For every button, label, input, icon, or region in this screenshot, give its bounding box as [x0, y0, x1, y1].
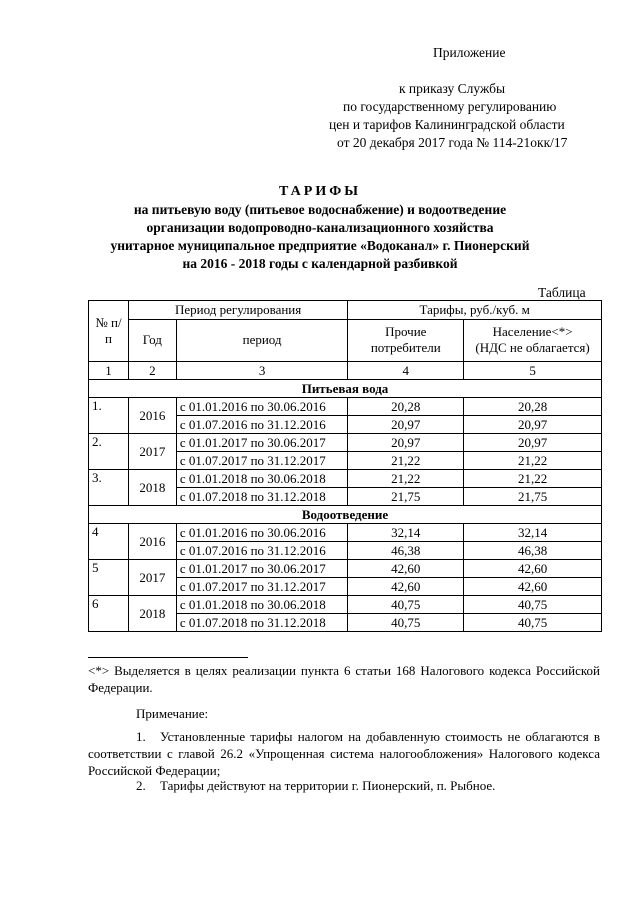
table-label: Таблица: [538, 285, 586, 300]
index-row: [89, 362, 602, 380]
row-num: 6: [89, 596, 129, 632]
header-other: Прочие потребители: [348, 319, 464, 361]
note-2-text: Тарифы действуют на территории г. Пионерский, п. Рыбное.: [160, 778, 496, 793]
row-num: 1.: [89, 398, 129, 434]
title-line-3: унитарное муниципальное предприятие «Водоканал» г. Пионерский: [110, 238, 530, 253]
row-population: 21,22: [464, 470, 602, 488]
row-num: 3.: [89, 470, 129, 506]
footnote: <*> Выделяется в целях реализации пункта 6 статьи 168 Налогового кодекса Российской Федерации.: [88, 663, 600, 695]
appendix-region: цен и тарифов Калининградской области: [329, 117, 565, 132]
index-cell: 2: [128, 362, 176, 380]
note-2: [136, 778, 495, 794]
row-year: 2017: [128, 560, 176, 596]
row-year: 2018: [128, 596, 176, 632]
section-drain: Водоотведение: [89, 506, 602, 524]
row-num: 4: [89, 524, 129, 560]
row-period: с 01.01.2018 по 30.06.2018: [176, 470, 348, 488]
appendix-service: по государственному регулированию: [343, 99, 557, 114]
table-row: [89, 398, 602, 416]
row-year: 2018: [128, 470, 176, 506]
header-num: № п/п: [89, 301, 129, 362]
title-line-2: организации водопроводно-канализационного хозяйства: [146, 220, 494, 235]
row-year: 2016: [128, 524, 176, 560]
row-other: 21,75: [348, 488, 464, 506]
footnote-divider: [88, 657, 248, 658]
row-other: 40,75: [348, 596, 464, 614]
row-period: с 01.01.2017 по 30.06.2017: [176, 434, 348, 452]
row-other: 20,97: [348, 416, 464, 434]
index-cell: 3: [176, 362, 348, 380]
section-water: Питьевая вода: [89, 380, 602, 398]
row-year: 2017: [128, 434, 176, 470]
title-line-4: на 2016 - 2018 годы с календарной разбивкой: [182, 256, 458, 271]
header-tariff-group: Тарифы, руб./куб. м: [348, 301, 602, 320]
row-population: 21,75: [464, 488, 602, 506]
row-period: с 01.07.2018 по 31.12.2018: [176, 488, 348, 506]
index-cell: 4: [348, 362, 464, 380]
appendix-title: Приложение: [433, 45, 506, 60]
row-population: 20,97: [464, 434, 602, 452]
row-other: 21,22: [348, 470, 464, 488]
document-title: [0, 183, 640, 273]
table-row: [89, 434, 602, 452]
index-cell: 5: [464, 362, 602, 380]
row-other: 32,14: [348, 524, 464, 542]
table-row: [89, 560, 602, 578]
row-population: 40,75: [464, 614, 602, 632]
header-population-line-1: Население<*>: [492, 324, 573, 340]
row-other: 42,60: [348, 578, 464, 596]
header-population-line-2: (НДС не облагается): [475, 340, 590, 356]
row-year: 2016: [128, 398, 176, 434]
row-period: с 01.07.2016 по 31.12.2016: [176, 416, 348, 434]
note-2-number: 2.: [136, 778, 146, 793]
row-population: 42,60: [464, 578, 602, 596]
tariffs-table: [88, 300, 602, 632]
table-row: [89, 470, 602, 488]
title-main: ТАРИФЫ: [279, 184, 361, 199]
row-other: 46,38: [348, 542, 464, 560]
row-period: с 01.01.2016 по 30.06.2016: [176, 398, 348, 416]
header-period-group: Период регулирования: [128, 301, 347, 320]
header-population: [464, 319, 602, 361]
row-period: с 01.01.2016 по 30.06.2016: [176, 524, 348, 542]
row-other: 21,22: [348, 452, 464, 470]
index-cell: 1: [89, 362, 129, 380]
appendix-order: к приказу Службы: [399, 81, 506, 96]
table-row: [89, 524, 602, 542]
note-1: [88, 728, 600, 779]
row-num: 2.: [89, 434, 129, 470]
note-1-number: 1.: [136, 729, 146, 744]
row-period: с 01.07.2017 по 31.12.2017: [176, 578, 348, 596]
appendix-date: от 20 декабря 2017 года № 114-21окк/17: [337, 135, 568, 150]
row-population: 40,75: [464, 596, 602, 614]
row-population: 42,60: [464, 560, 602, 578]
row-other: 20,28: [348, 398, 464, 416]
row-population: 20,28: [464, 398, 602, 416]
note-1-text: Установленные тарифы налогом на добавленную стоимость не облагаются в соответствии с главой 26.2 «Упрощенная система налогообложения» Налогового кодекса Российской Федерации;: [88, 729, 600, 778]
row-other: 42,60: [348, 560, 464, 578]
title-line-1: на питьевую воду (питьевое водоснабжение) и водоотведение: [133, 202, 507, 217]
row-other: 40,75: [348, 614, 464, 632]
row-period: с 01.07.2016 по 31.12.2016: [176, 542, 348, 560]
row-period: с 01.01.2017 по 30.06.2017: [176, 560, 348, 578]
row-period: с 01.01.2018 по 30.06.2018: [176, 596, 348, 614]
header-year: Год: [128, 319, 176, 361]
table-row: [89, 596, 602, 614]
row-population: 46,38: [464, 542, 602, 560]
row-population: 21,22: [464, 452, 602, 470]
row-period: с 01.07.2018 по 31.12.2018: [176, 614, 348, 632]
row-period: с 01.07.2017 по 31.12.2017: [176, 452, 348, 470]
header-period: период: [176, 319, 348, 361]
row-num: 5: [89, 560, 129, 596]
notes-heading: Примечание:: [136, 706, 209, 721]
row-other: 20,97: [348, 434, 464, 452]
row-population: 20,97: [464, 416, 602, 434]
row-population: 32,14: [464, 524, 602, 542]
